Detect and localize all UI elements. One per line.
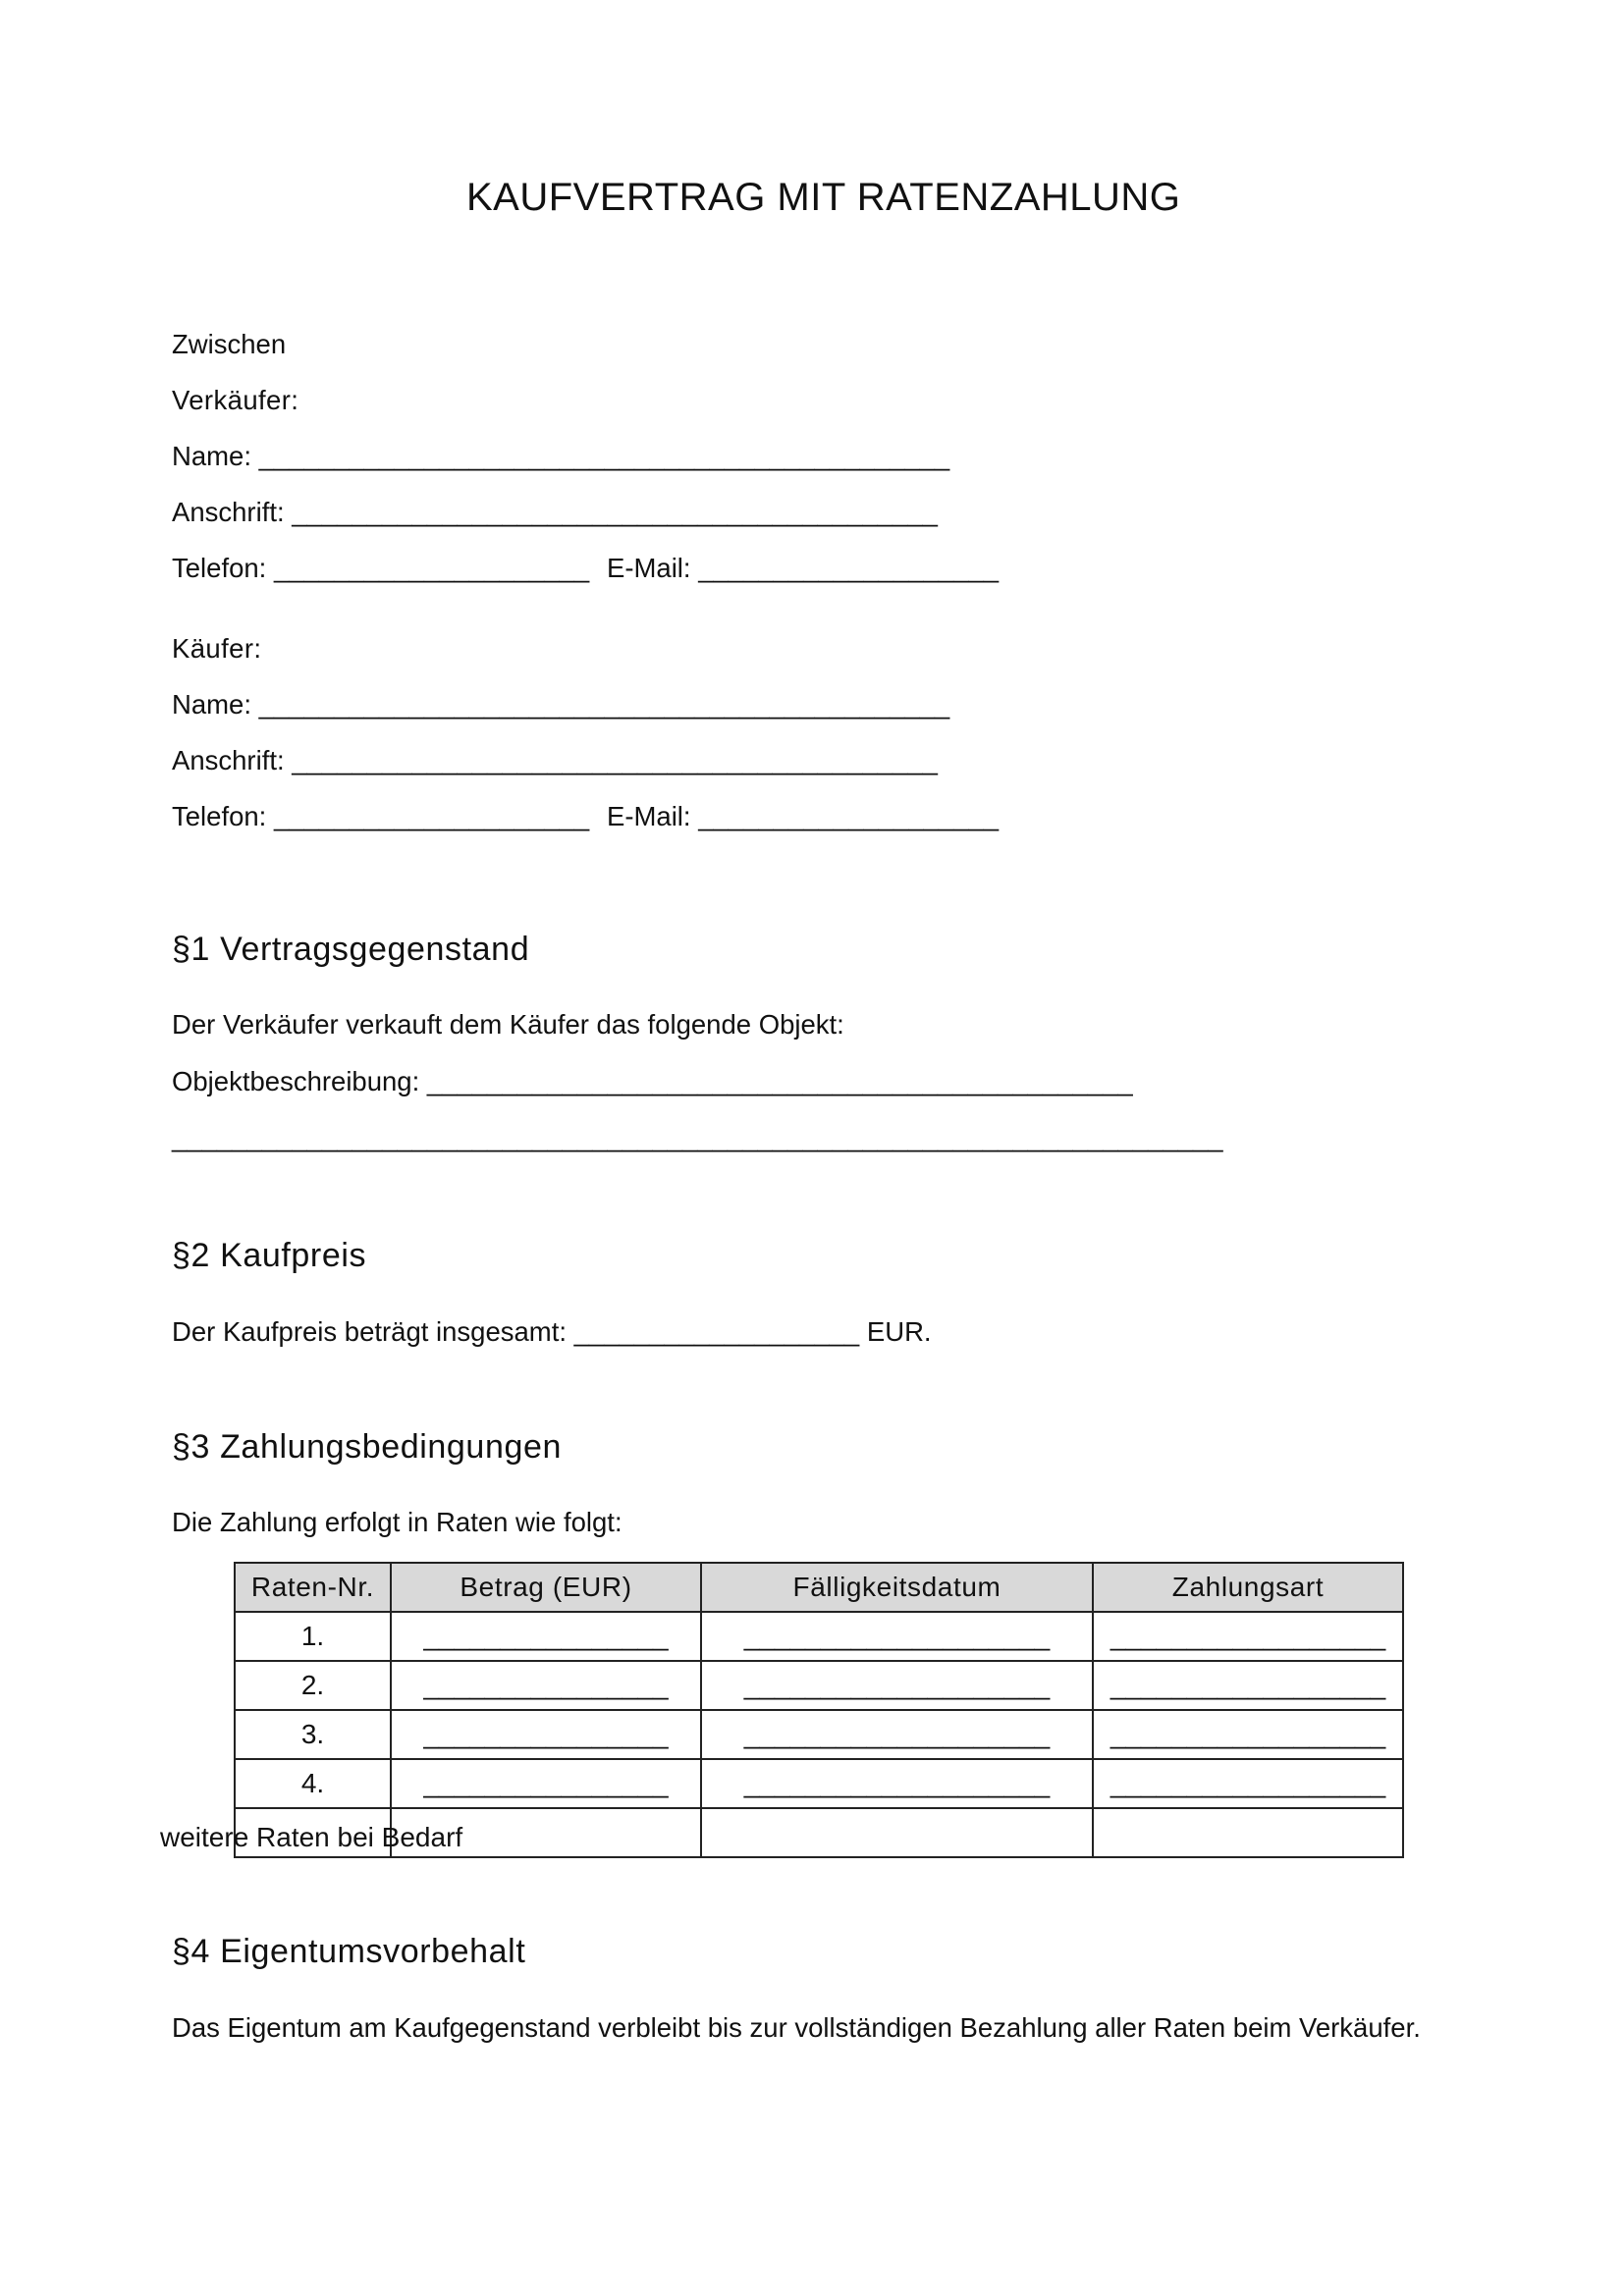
rate-number: 1. xyxy=(235,1612,391,1661)
buyer-phone-field[interactable]: Telefon: _____________________ xyxy=(172,801,590,831)
rate-number: 4. xyxy=(235,1759,391,1808)
section4-text: Das Eigentum am Kaufgegenstand verbleibt bis zur vollständigen Bezahlung aller Raten beim Verkäufer. xyxy=(172,2012,1421,2043)
buyer-heading: Käufer: xyxy=(172,633,262,664)
column-header: Fälligkeitsdatum xyxy=(701,1563,1093,1612)
section4-heading: §4 Eigentumsvorbehalt xyxy=(172,1933,526,1970)
section3-heading: §3 Zahlungsbedingungen xyxy=(172,1428,562,1466)
buyer-address-field[interactable]: Anschrift: ___________________________________________ xyxy=(172,745,938,775)
buyer-email-field[interactable]: E-Mail: ____________________ xyxy=(607,801,1000,831)
section2-heading: §2 Kaufpreis xyxy=(172,1237,367,1274)
object-description-line[interactable]: ______________________________________________________________________ xyxy=(172,1122,1223,1152)
table-row xyxy=(235,1710,1403,1759)
section1-text: Der Verkäufer verkauft dem Käufer das folgende Objekt: xyxy=(172,1009,844,1040)
section1-heading: §1 Vertragsgegenstand xyxy=(172,931,530,968)
seller-phone-field[interactable]: Telefon: _____________________ xyxy=(172,553,590,583)
payment-method-field[interactable]: __________________ xyxy=(1093,1612,1403,1661)
payment-method-field[interactable]: __________________ xyxy=(1093,1710,1403,1759)
extra-cell[interactable] xyxy=(1093,1808,1403,1857)
column-header: Zahlungsart xyxy=(1093,1563,1403,1612)
payment-method-field[interactable]: __________________ xyxy=(1093,1661,1403,1710)
column-header: Raten-Nr. xyxy=(235,1563,391,1612)
table-row xyxy=(235,1612,1403,1661)
due-date-field[interactable]: ____________________ xyxy=(701,1661,1093,1710)
installment-table xyxy=(234,1562,1404,1858)
seller-name-field[interactable]: Name: ______________________________________________ xyxy=(172,441,950,471)
seller-heading: Verkäufer: xyxy=(172,385,299,415)
table-header-row xyxy=(235,1563,1403,1612)
payment-method-field[interactable]: __________________ xyxy=(1093,1759,1403,1808)
seller-address-field[interactable]: Anschrift: ___________________________________________ xyxy=(172,497,938,527)
table-row xyxy=(235,1661,1403,1710)
purchase-price-field[interactable]: Der Kaufpreis beträgt insgesamt: ___________________ EUR. xyxy=(172,1316,932,1347)
due-date-field[interactable]: ____________________ xyxy=(701,1759,1093,1808)
column-header: Betrag (EUR) xyxy=(391,1563,701,1612)
object-description-field[interactable]: Objektbeschreibung: _______________________________________________ xyxy=(172,1066,1133,1096)
amount-field[interactable]: ________________ xyxy=(391,1759,701,1808)
intro-text: Zwischen xyxy=(172,329,287,359)
section3-text: Die Zahlung erfolgt in Raten wie folgt: xyxy=(172,1507,623,1537)
rate-number: 2. xyxy=(235,1661,391,1710)
table-row xyxy=(235,1759,1403,1808)
additional-rates-label: weitere Raten bei Bedarf xyxy=(160,1822,463,1852)
amount-field[interactable]: ________________ xyxy=(391,1710,701,1759)
buyer-name-field[interactable]: Name: ______________________________________________ xyxy=(172,689,950,720)
seller-email-field[interactable]: E-Mail: ____________________ xyxy=(607,553,1000,583)
amount-field[interactable]: ________________ xyxy=(391,1612,701,1661)
due-date-field[interactable]: ____________________ xyxy=(701,1710,1093,1759)
page-title: KAUFVERTRAG MIT RATENZAHLUNG xyxy=(466,176,1181,219)
rate-number: 3. xyxy=(235,1710,391,1759)
due-date-field[interactable]: ____________________ xyxy=(701,1612,1093,1661)
extra-cell[interactable] xyxy=(701,1808,1093,1857)
amount-field[interactable]: ________________ xyxy=(391,1661,701,1710)
